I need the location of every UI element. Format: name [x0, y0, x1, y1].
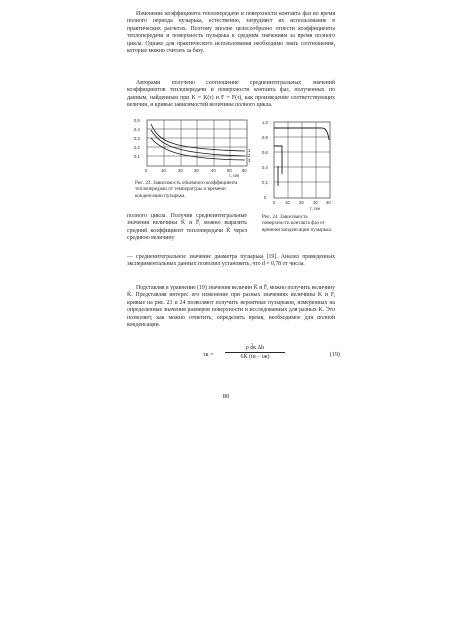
x-tick-label: 40 [211, 168, 216, 173]
paragraph-2: Авторами получено соотношение среднеинтегральных значений коэффициентов теплопередачи и поверхности контакта фаз, полученных по данным, найденным при K = K(τ) и F = F(τ), как произведение соответствующих величин, и кривые зависимостей величины полного цикла. [127, 80, 335, 109]
y-tick-label: 0,4 [262, 165, 268, 170]
figure-1-grid [147, 120, 247, 166]
y-tick-label: 0,3 [134, 136, 140, 141]
fraction-bar [225, 352, 285, 353]
curve-3 [151, 138, 245, 160]
x-axis-label: τ, сек [229, 173, 240, 178]
x-tick-label: 20 [178, 168, 183, 173]
paragraph-5: Подставляя в уравнение (19) значения величин K̄ и F̄, можно получить величину K̄. Представляя интерес его изменение при разных значениях величины K и F, кривые на рис. 23 и 24 позволяют получить вероятные пузырьков, измеренных на определенные значения размеров поверхности и исследованных для разных K. Это позволяет, как можно отметить, определить время, необходимое для полной конденсации. [127, 285, 335, 329]
formula-denominator: 6K̄ (tн − tж) [240, 354, 270, 360]
y-tick-label: 1,0 [262, 120, 268, 125]
figure-1 [133, 116, 253, 178]
x-tick-label: 0 [145, 168, 148, 173]
y-tick-label: 0,6 [262, 150, 268, 155]
y-tick-label: 0,4 [134, 127, 140, 132]
x-tick-label: 30 [194, 168, 199, 173]
x-axis-label: τ, сек [310, 206, 321, 211]
x-tick-label: 60 [242, 168, 247, 173]
y-tick-label: 0,2 [262, 180, 268, 185]
figure-1-caption: Рис. 23. Зависимость объемного коэффициента теплопередачи от температуры и времени конденсации пузырька. [135, 180, 238, 199]
x-tick-label: 0 [273, 200, 276, 205]
x-tick-label: 10 [285, 200, 290, 205]
figure-2-caption: Рис. 24. Зависимость поверхности контакта фаз от времени конденсации пузырька. [262, 214, 333, 233]
y-tick-label: 0 [264, 195, 267, 200]
y-tick-label: 0,5 [134, 118, 140, 123]
curve-label: 3 [248, 158, 251, 163]
y-tick-label: 0,8 [262, 135, 268, 140]
formula-19 [175, 345, 340, 365]
x-tick-label: 30 [313, 200, 318, 205]
paragraph-3: полного цикла. Получив среднеинтегральные значения величины K̄ и F̄, можно выразить средний коэффициент теплопередачи K̄ через среднюю величину [127, 213, 247, 242]
formula-numerator: ρ d̄к Δh [245, 345, 265, 351]
x-tick-label: 10 [161, 168, 166, 173]
formula-number: (19) [329, 351, 340, 358]
formula-fraction [225, 345, 285, 360]
figure-2 [262, 116, 336, 212]
formula-lhs: τк = [203, 351, 214, 358]
y-tick-label: 0,1 [134, 154, 140, 159]
y-tick-label: 0,2 [134, 145, 140, 150]
paragraph-1: Изменение коэффициента теплопередачи и поверхности контакта фаз во время полного периода пузырька, естественно, затрудняет их использование в практических расчетах. Поэтому вполне целесообразно отнести коэффициенты теплопередачи и поверхность пузырька к средним значениям за время полного цикла. Однако для практического использования необходимо знать соотношения, которые можно считать за базу. [127, 11, 335, 55]
figure-2-curves [274, 128, 329, 186]
figure-1-curves [151, 124, 245, 160]
page-number: 80 [222, 393, 230, 400]
curve-label: 2 [248, 153, 251, 158]
curve-label: 1 [248, 148, 251, 153]
x-tick-label: 50 [227, 168, 232, 173]
curve-a [274, 128, 329, 140]
x-tick-label: 20 [299, 200, 304, 205]
paragraph-4: — среднеинтегральное значение диаметра пузырька [19]. Анализ приведенных экспериментальных данных позволил установить, что d̄ = 0,78 от числа. [127, 254, 335, 268]
curve-2 [151, 130, 245, 156]
x-tick-label: 40 [326, 200, 331, 205]
